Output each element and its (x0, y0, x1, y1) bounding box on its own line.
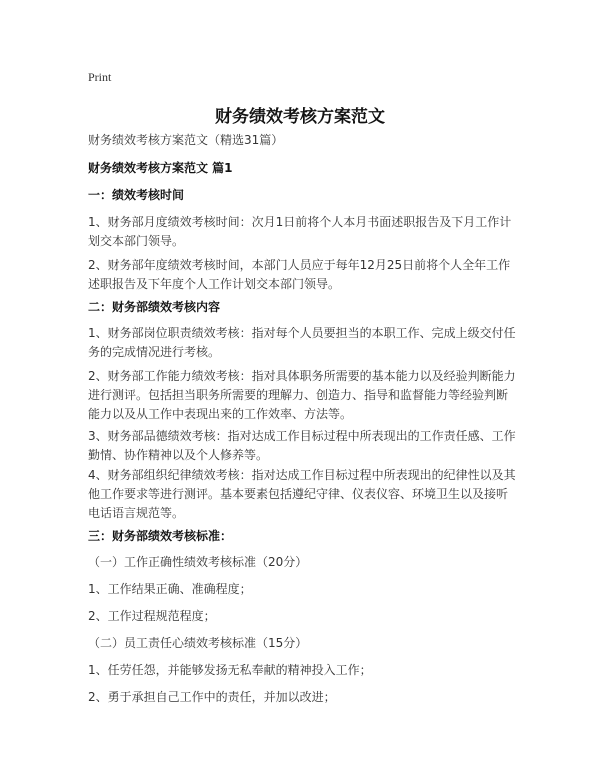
paragraph: （二）员工责任心绩效考核标准（15分） (88, 636, 308, 650)
paragraph: 2、财务部年度绩效考核时间，本部门人员应于每年12月25日前将个人全年工作述职报告及下年度个人工作计划交本部门领导。 (88, 258, 511, 291)
paragraph: 4、财务部组织纪律绩效考核：指对达成工作目标过程中所表现出的纪律性以及其他工作要求等进行测评。基本要素包括遵纪守律、仪表仪容、环境卫生以及接听电话语言规范等。 (88, 468, 516, 520)
paragraph: 1、财务部岗位职责绩效考核：指对每个人员要担当的本职工作、完成上级交付任务的完成情况进行考核。 (88, 326, 516, 359)
section-heading-3: 三：财务部绩效考核标准： (88, 529, 233, 543)
paragraph: （一）工作正确性绩效考核标准（20分） (88, 555, 308, 569)
paragraph: 1、任劳任怨，并能够发扬无私奉献的精神投入工作； (88, 663, 372, 677)
section-heading-1: 一：绩效考核时间 (88, 188, 185, 202)
paragraph: 2、财务部工作能力绩效考核：指对具体职务所需要的基本能力以及经验判断能力进行测评。包括担当职务所需要的理解力、创造力、指导和监督能力等经验判断能力以及从工作中表现出来的工作效率、方法等。 (88, 369, 516, 421)
paragraph: 2、工作过程规范程度； (88, 609, 216, 623)
paragraph: 2、勇于承担自己工作中的责任，并加以改进； (88, 690, 336, 704)
paragraph: 1、财务部月度绩效考核时间：次月1日前将个人本月书面述职报告及下月工作计划交本部门领导。 (88, 215, 512, 248)
document-title: 财务绩效考核方案范文 (215, 107, 385, 127)
paragraph: 3、财务部品德绩效考核：指对达成工作目标过程中所表现出的工作责任感、工作勤情、协作精神以及个人修养等。 (88, 429, 516, 462)
section-heading-2: 二：财务部绩效考核内容 (88, 300, 221, 314)
paragraph: 1、工作结果正确、准确程度； (88, 582, 252, 596)
print-link[interactable]: Print (88, 70, 112, 84)
article-title: 财务绩效考核方案范文 篇1 (88, 161, 233, 175)
document-subtitle: 财务绩效考核方案范文（精选31篇） (88, 133, 284, 147)
